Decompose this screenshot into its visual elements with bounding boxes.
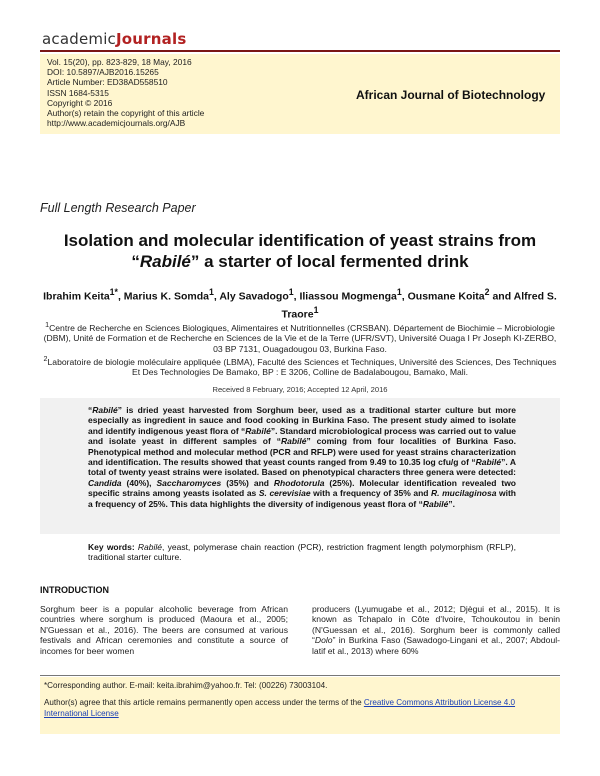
keywords-text: , yeast, polymerase chain reaction (PCR), restriction fragment length polymorphism (RFLP), traditional starter culture. [88,542,516,563]
article-meta [47,57,204,128]
abstract-text: with a frequency of 35% and [310,488,432,499]
abstract-italic: Rabilé [422,498,449,509]
title-part-1: Isolation and molecular identification of yeast strains from “ [63,231,537,271]
corresponding-author: *Corresponding author. E-mail: keita.ibrahim@yahoo.fr. Tel: (00226) 73003104. [44,681,328,690]
header-divider [40,50,560,52]
abstract-text: (25%). Molecular identification revealed two specific strains among yeasts isolated as [88,477,516,499]
logo-academic-text: academic [42,30,117,48]
abstract-italic: Saccharomyces [156,477,222,488]
abstract-italic: Candida [88,477,122,488]
author-name: Aly Savadogo [219,290,289,303]
abstract-italic: Rabilé [92,405,118,415]
keywords [88,542,516,563]
author-name: Alfred S. Traore [281,290,557,320]
abstract-text: (40%), [121,477,157,488]
license-link[interactable]: Creative Commons Attribution License 4.0 International License [44,698,516,718]
article-title [40,230,560,272]
abstract-italic: Rabilé [245,425,271,436]
abstract-text: ”. Standard microbiological process was carried out to value and isolate yeast in different samples of “ [88,425,516,447]
logo-journals-text: Journals [116,30,187,48]
abstract-italic: Rabilé [475,457,502,468]
author-name: Marius K. Somda [123,290,209,303]
author-name: Ousmane Koita [407,290,485,303]
title-italic: Rabilé [139,252,191,271]
abstract [88,405,516,509]
author-affil-sup: 2 [484,287,490,297]
affiliation-2 [40,354,560,378]
received-dates: Received 8 February, 2016; Accepted 12 April, 2016 [212,385,388,394]
abstract-text: ”. A total of twenty yeast strains were isolated. Based on phenotypical characters three genera were detected: [88,457,517,478]
abstract-italic: Rabilé [280,436,307,447]
author-affil-sup: 1 [208,287,214,297]
intro-column-2 [312,604,560,656]
author-affil-sup: 1 [396,287,402,297]
license-notice [44,698,554,719]
author-affil-sup: 1 [109,287,115,297]
abstract-italic: Rhodotorula [273,477,325,488]
meta-url[interactable]: http://www.academicjournals.org/AJB [47,118,186,129]
abstract-text: ” coming from four localities of Burkina Faso. Phenotypical method and molecular method (PCR and RFLP) were used for yeast strains characterization and identification. The results showed that yeast counts ranged from 9.49 to 10.35 log cfu/g of “ [88,436,516,468]
affil-text: Centre de Recherche en Sciences Biologiques, Alimentaires et Nutritionnelles (CRSBAN). Département de Biochimie – Microbiologie (DBM), Unité de Formation et de Recherche en Sciences de la Vie et de la Terre (UFR/SVT), Université Ouaga I Pr Joseph KI-ZERBO, 03 BP 7131, Ouagadougou 03, Burkina Faso. [43,322,557,354]
affil-sup: 2 [43,355,48,364]
author-corr-mark: * [114,287,118,297]
footer-divider [40,675,560,676]
journal-logo [42,30,186,48]
col2-text: producers (Lyumugabe et al., 2012; Djègui et al., 2015). It is known as Tchapalo in Côte d'Ivoire, Tchoukoutou in benin (N'Guessan et al., 2016). Sorghum beer is commonly called “ [312,604,560,646]
license-text: Author(s) agree that this article remains permanently open access under the terms of the [44,698,364,707]
title-part-2: ” a starter of local fermented drink [190,252,469,271]
intro-column-1: Sorghum beer is a popular alcoholic beverage from African countries where sorghum is produced (Maoura et al., 2005; N'Guessan et al., 2016). The beers are consumed at various festivals and African ceremonies and constitute a source of incomes for beer women [40,604,288,656]
author-list: Ibrahim Keita$^{1*}$, Marius K. Somda$^1$, Aly Savadogo$^1$, Iliassou Mogmenga$^1$, Ousmane Koita$^2$ and Alfred S. Traore$^1$ [43,287,557,320]
keywords-label: Key words: [88,542,135,552]
author-name: Ibrahim Keita [43,290,110,303]
meta-doi: DOI: 10.5897/AJB2016.15265 [47,67,159,78]
journal-name: African Journal of Biotechnology [356,88,546,102]
paper-type: Full Length Research Paper [40,201,196,215]
keywords-italic: Rabilé [137,542,163,552]
affiliations [40,320,560,378]
abstract-text: (35%) and [221,477,274,488]
intro-heading: INTRODUCTION [40,585,109,595]
author-affil-sup: 1 [288,287,294,297]
meta-issn: ISSN 1684-5315 [47,87,109,98]
col2-italic: Dolo [314,635,333,646]
author-name: Iliassou Mogmenga [299,290,397,303]
abstract-text: with a frequency of 25%. This data highlights the diversity of indigenous yeast flora of “ [88,488,517,509]
col2-text: ” in Burkina Faso (Sawadogo-Lingani et al., 2007; Abdoul-latif et al., 2013) where 60% [312,635,560,656]
affil-text: Laboratoire de biologie moléculaire appliquée (LBMA), Faculté des Sciences et Techniques, Université des Sciences, Des Techniques Et Des Technologies De Bamako, BP : E 3206, Colline de Badalabougou, Bamako, Mali. [47,356,557,378]
meta-article-number: Article Number: ED38AD558510 [47,77,168,88]
affil-sup: 1 [45,321,50,329]
abstract-text: ” is dried yeast harvested from Sorghum beer, used as a traditional starter culture but more especially as ingredient in sauce and food cooking in Burkina Faso. The present study aimed to isolate and identify indigenous yeast flora of “ [88,405,516,436]
author-affil-sup: 1 [313,304,319,315]
meta-copyright: Copyright © 2016 [47,97,113,108]
abstract-text: “ [88,405,93,415]
abstract-italic: S. cerevisiae [258,488,311,499]
affiliation-1 [40,320,560,354]
meta-rights: Author(s) retain the copyright of this article [47,108,205,119]
abstract-text: ”. [448,498,456,509]
abstract-italic: R. mucilaginosa [431,488,497,499]
meta-volume: Vol. 15(20), pp. 823-829, 18 May, 2016 [47,57,192,67]
